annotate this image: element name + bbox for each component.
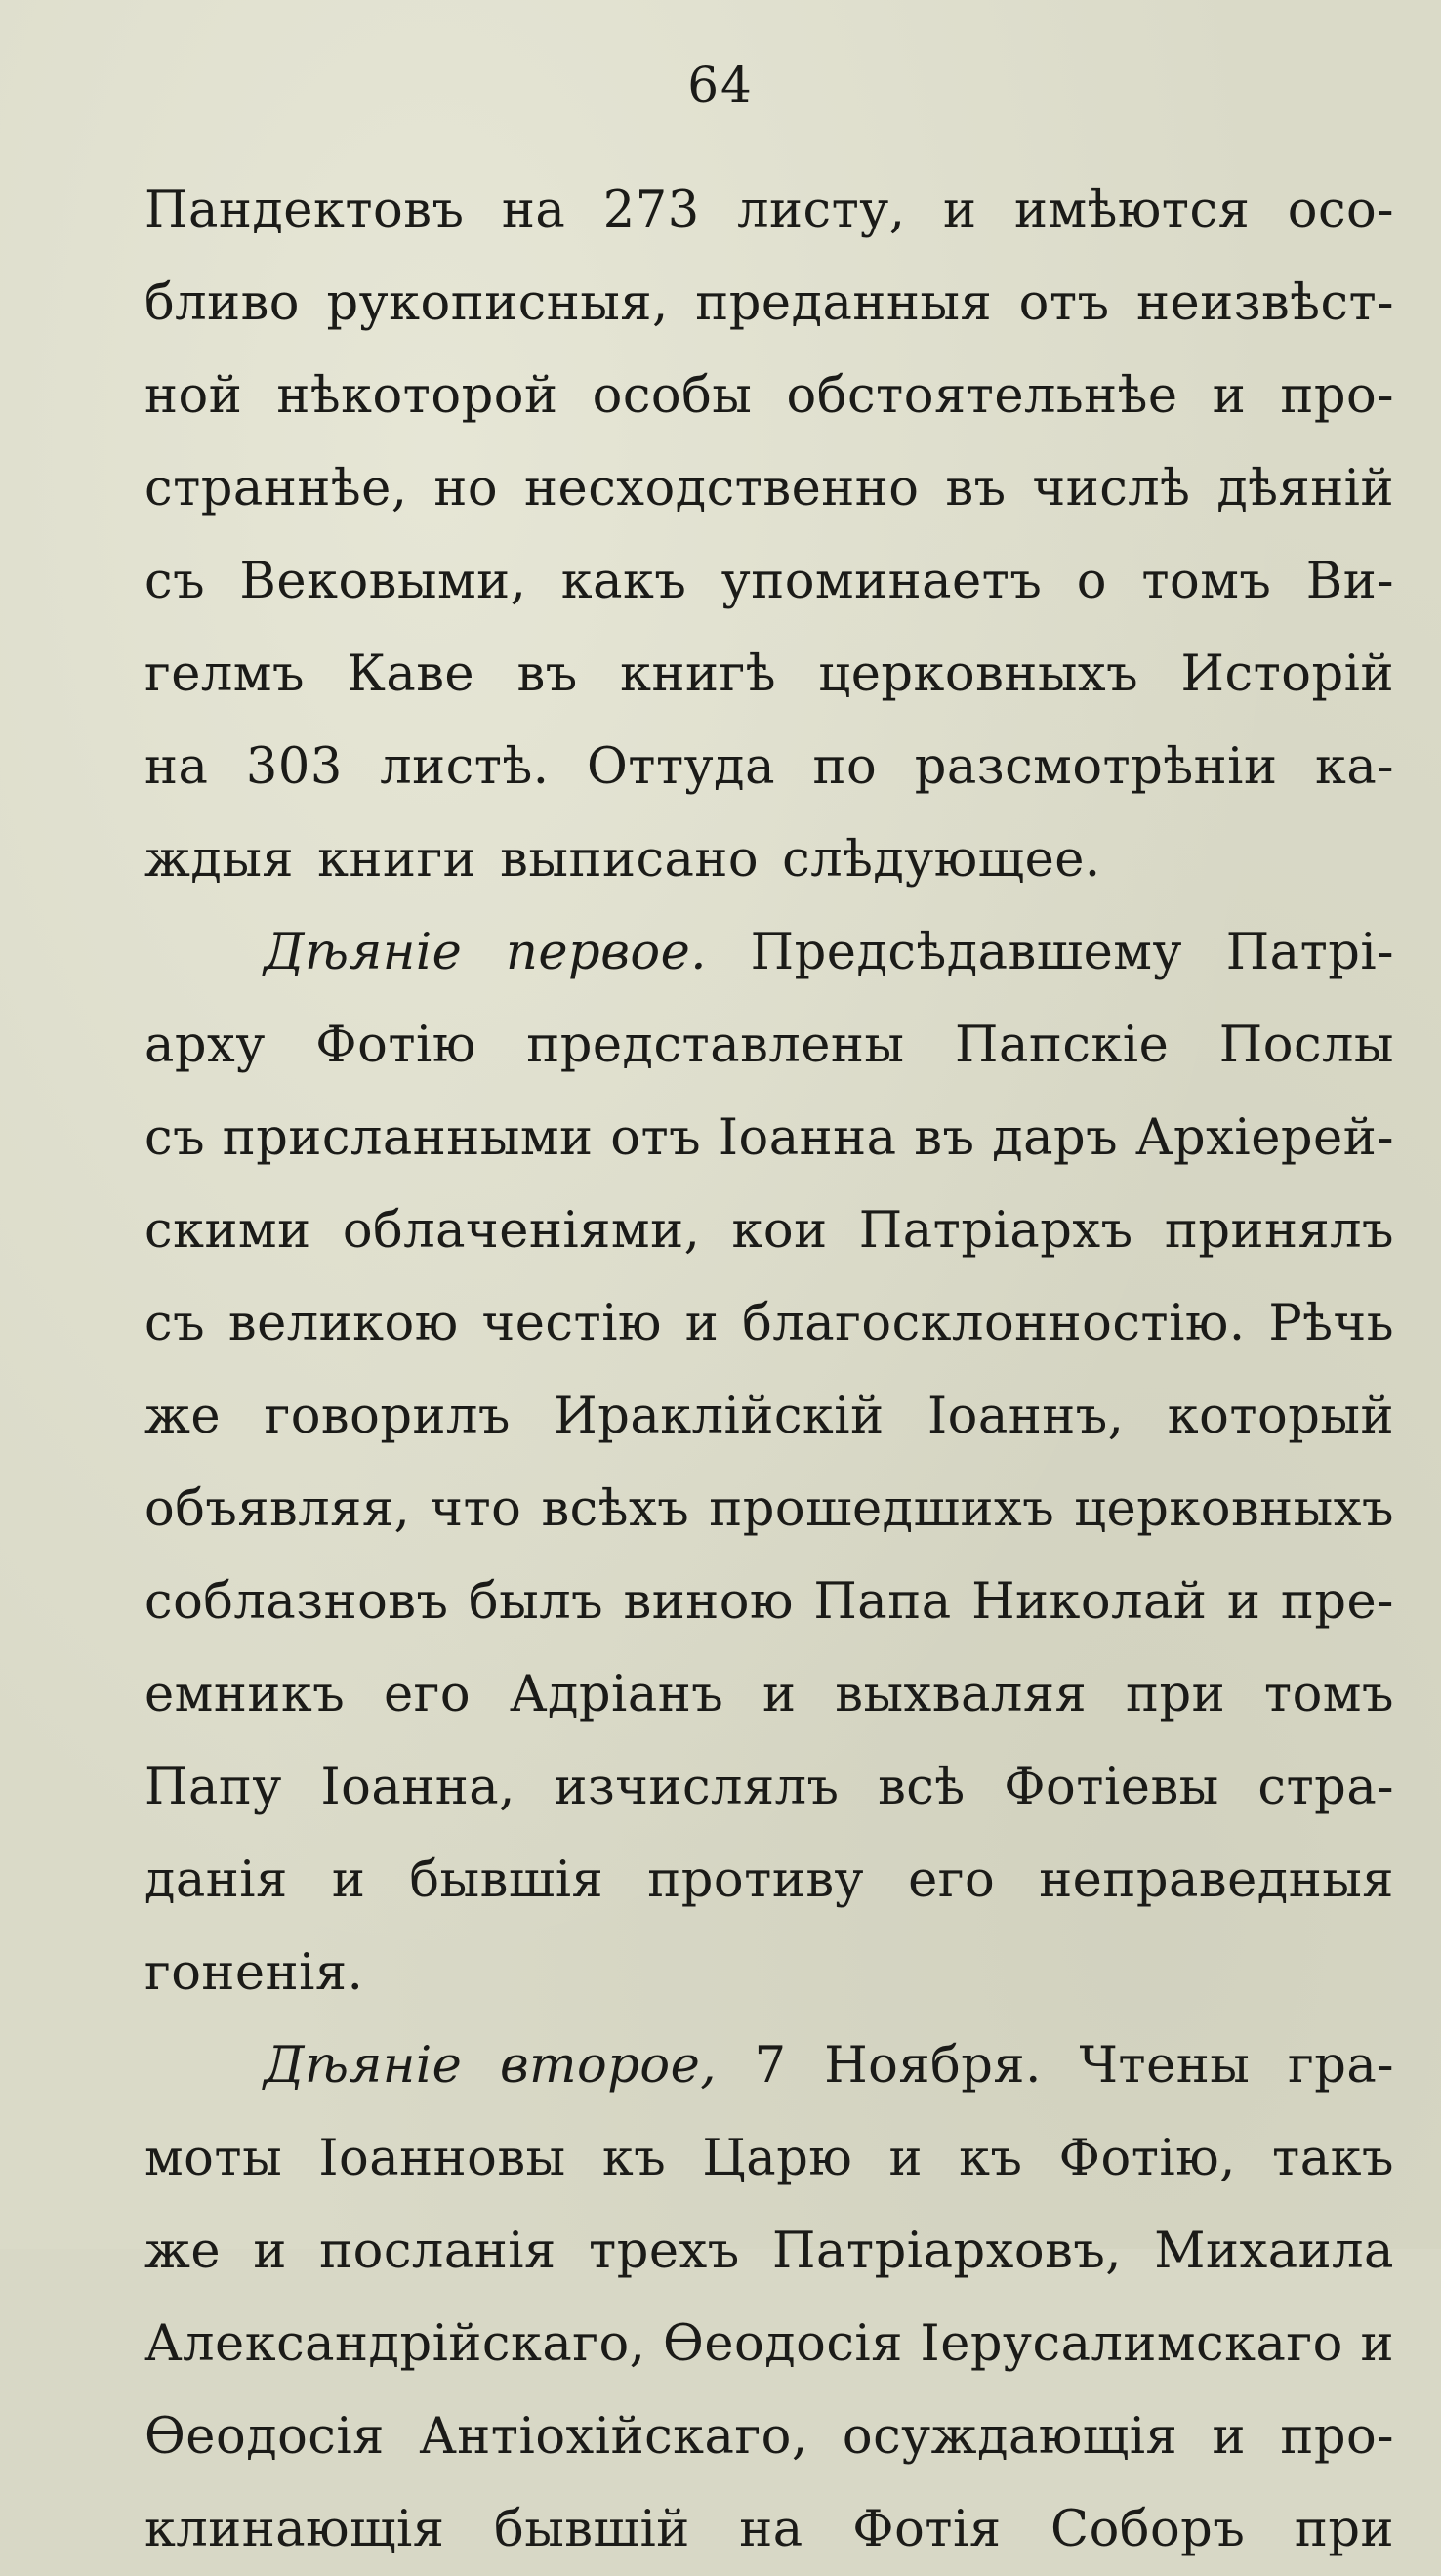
word: Рѣчь [1268, 1295, 1394, 1352]
word: который [1167, 1388, 1394, 1445]
word: Исторій [1180, 645, 1394, 703]
word: томъ [1141, 553, 1272, 610]
word: несходственно [524, 460, 920, 518]
word: прошедшихъ [709, 1480, 1055, 1538]
word: церковныхъ [818, 645, 1139, 703]
word: даръ [992, 1109, 1119, 1167]
word: всѣ [878, 1759, 966, 1816]
word: упоминаетъ [720, 553, 1043, 610]
text-line [144, 2483, 1394, 2576]
word: обстоятельнѣе [786, 367, 1178, 425]
word: 303 [245, 738, 343, 796]
word: и [253, 2223, 287, 2280]
word: и [888, 2130, 923, 2187]
word: его [908, 1851, 996, 1909]
word: при [1294, 2501, 1394, 2558]
word: Михаила [1154, 2223, 1394, 2280]
text-line [144, 2205, 1394, 2298]
word: трехъ [589, 2223, 740, 2280]
word: же [144, 2223, 222, 2280]
word: что [430, 1480, 522, 1538]
text-line [144, 350, 1394, 442]
word: рукописныя, [326, 274, 669, 332]
word: противу [647, 1851, 865, 1909]
word: Александрійскаго, [144, 2315, 646, 2373]
word: Николай [971, 1573, 1208, 1631]
text-line [144, 1834, 1394, 1927]
word: Адріанъ [509, 1666, 724, 1724]
word: выписано [500, 831, 760, 889]
word: виною [623, 1573, 794, 1631]
word: неизвѣст- [1136, 274, 1394, 332]
text-line [144, 2298, 1394, 2390]
word: бывшія [409, 1851, 604, 1909]
word: страннѣе, [144, 460, 408, 518]
word: бливо [144, 274, 301, 332]
word: по [812, 738, 878, 796]
word: Патріархъ [858, 1202, 1133, 1260]
word: Іоанна, [320, 1759, 515, 1816]
word: неправедныя [1039, 1851, 1394, 1909]
word: про- [1280, 367, 1394, 425]
word: Іерусалимскаго [920, 2315, 1343, 2373]
text-line [144, 813, 1394, 906]
word: Іоанновы [318, 2130, 566, 2187]
text-line [144, 535, 1394, 628]
word: моты [144, 2130, 283, 2187]
word: Папу [144, 1759, 282, 1816]
word: Іоанна [718, 1109, 897, 1167]
word: 7 [754, 2037, 787, 2095]
word: преданныя [695, 274, 993, 332]
word: данія [144, 1851, 288, 1909]
word: дѣяній [1216, 460, 1394, 518]
word: въ [914, 1109, 975, 1167]
text-line [144, 1927, 1394, 2019]
word: Предсѣдавшему [750, 924, 1182, 981]
word: клинающія [144, 2501, 445, 2558]
word: Ѳеодосія [663, 2315, 903, 2373]
word: отъ [1018, 274, 1110, 332]
word: Ѳеодосія [144, 2408, 385, 2466]
word: церковныхъ [1074, 1480, 1394, 1538]
text-block [144, 164, 1394, 2576]
word: Ноября. [824, 2037, 1042, 2095]
word: числѣ [1032, 460, 1191, 518]
text-line [144, 628, 1394, 721]
word: Папа [813, 1573, 952, 1631]
word: Дѣяніе [264, 924, 463, 981]
word: Архіерей- [1134, 1109, 1394, 1167]
word: къ [959, 2130, 1023, 2187]
word: Чтены [1079, 2037, 1251, 2095]
word: говорилъ [264, 1388, 511, 1445]
word: гоненія. [144, 1944, 364, 2002]
word: пре- [1280, 1573, 1394, 1631]
word: и [1360, 2315, 1394, 2373]
word: Каве [347, 645, 475, 703]
word: посланія [319, 2223, 556, 2280]
word: книги [317, 831, 477, 889]
word: къ [601, 2130, 667, 2187]
text-line [144, 721, 1394, 813]
text-line [144, 999, 1394, 1092]
word: Патріарховъ, [772, 2223, 1122, 2280]
word: Царю [702, 2130, 853, 2187]
word: какъ [560, 553, 687, 610]
word: осо- [1287, 182, 1394, 239]
text-line [144, 442, 1394, 535]
word: изчислялъ [554, 1759, 840, 1816]
text-line [144, 1370, 1394, 1463]
word: его [383, 1666, 472, 1724]
word: и [1212, 2408, 1247, 2466]
word: арху [144, 1017, 266, 1074]
word: Соборъ [1050, 2501, 1246, 2558]
word: великою [227, 1295, 459, 1352]
word: отъ [610, 1109, 702, 1167]
text-line [144, 1092, 1394, 1184]
word: гелмъ [144, 645, 305, 703]
word: особы [592, 367, 753, 425]
word: Антіохійскаго, [419, 2408, 808, 2466]
word: при [1125, 1666, 1226, 1724]
word: бывшій [494, 2501, 690, 2558]
word: Фотіевы [1004, 1759, 1219, 1816]
word: первое. [506, 924, 707, 981]
word: но [433, 460, 499, 518]
word: ка- [1314, 738, 1394, 796]
word: Патрі- [1225, 924, 1394, 981]
word: всѣхъ [541, 1480, 690, 1538]
word: облаченіями, [342, 1202, 701, 1260]
word: осуждающія [842, 2408, 1178, 2466]
word: емникъ [144, 1666, 346, 1724]
text-line [144, 1463, 1394, 1556]
word: такъ [1272, 2130, 1394, 2187]
word: листѣ. [380, 738, 550, 796]
word: благосклонностію. [742, 1295, 1246, 1352]
word: Дѣяніе [264, 2037, 463, 2095]
word: второе, [499, 2037, 717, 2095]
word: ждыя [144, 831, 295, 889]
word: томъ [1263, 1666, 1394, 1724]
text-line [144, 2390, 1394, 2483]
word: въ [945, 460, 1007, 518]
word: Іоаннъ, [926, 1388, 1125, 1445]
text-line [144, 164, 1394, 257]
word: стра- [1257, 1759, 1394, 1816]
word: съ [144, 1295, 206, 1352]
text-line [144, 1556, 1394, 1648]
word: выхваляя [835, 1666, 1088, 1724]
word: на [739, 2501, 803, 2558]
word: Пандектовъ [144, 182, 465, 239]
word: былъ [468, 1573, 604, 1631]
word: Послы [1218, 1017, 1394, 1074]
text-line [144, 257, 1394, 350]
word: слѣдующее. [782, 831, 1101, 889]
word: книгѣ [620, 645, 776, 703]
word: разсмотрѣніи [914, 738, 1278, 796]
word: ной [144, 367, 243, 425]
text-line [144, 1741, 1394, 1834]
text-line [144, 1184, 1394, 1277]
text-line [144, 2019, 1394, 2112]
word: нѣкоторой [276, 367, 558, 425]
text-line [144, 906, 1394, 999]
word: гра- [1287, 2037, 1394, 2095]
word: и [762, 1666, 797, 1724]
word: и [1226, 1573, 1261, 1631]
word: объявляя, [144, 1480, 411, 1538]
word: на [501, 182, 566, 239]
word: честію [481, 1295, 662, 1352]
text-line [144, 1648, 1394, 1741]
word: представлены [526, 1017, 905, 1074]
word: листу, [737, 182, 906, 239]
text-line [144, 1277, 1394, 1370]
word: про- [1280, 2408, 1394, 2466]
word: Ираклійскій [554, 1388, 885, 1445]
word: 273 [602, 182, 700, 239]
word: и [331, 1851, 366, 1909]
word: Фотію [315, 1017, 476, 1074]
word: Вековыми, [239, 553, 527, 610]
word: Оттуда [586, 738, 775, 796]
page-number: 64 [687, 57, 754, 113]
word: соблазновъ [144, 1573, 449, 1631]
word: съ [144, 553, 206, 610]
word: присланными [222, 1109, 594, 1167]
word: Фотія [852, 2501, 1002, 2558]
word: принялъ [1164, 1202, 1394, 1260]
word: же [144, 1388, 222, 1445]
word: Ви- [1305, 553, 1394, 610]
word: имѣются [1013, 182, 1251, 239]
word: скими [144, 1202, 311, 1260]
word: на [144, 738, 209, 796]
word: Фотію, [1058, 2130, 1236, 2187]
word: съ [144, 1109, 206, 1167]
text-line [144, 2112, 1394, 2205]
word: и [684, 1295, 720, 1352]
word: кои [731, 1202, 828, 1260]
word: и [1212, 367, 1247, 425]
word: Папскіе [954, 1017, 1170, 1074]
word: и [943, 182, 977, 239]
word: о [1076, 553, 1107, 610]
word: въ [516, 645, 578, 703]
